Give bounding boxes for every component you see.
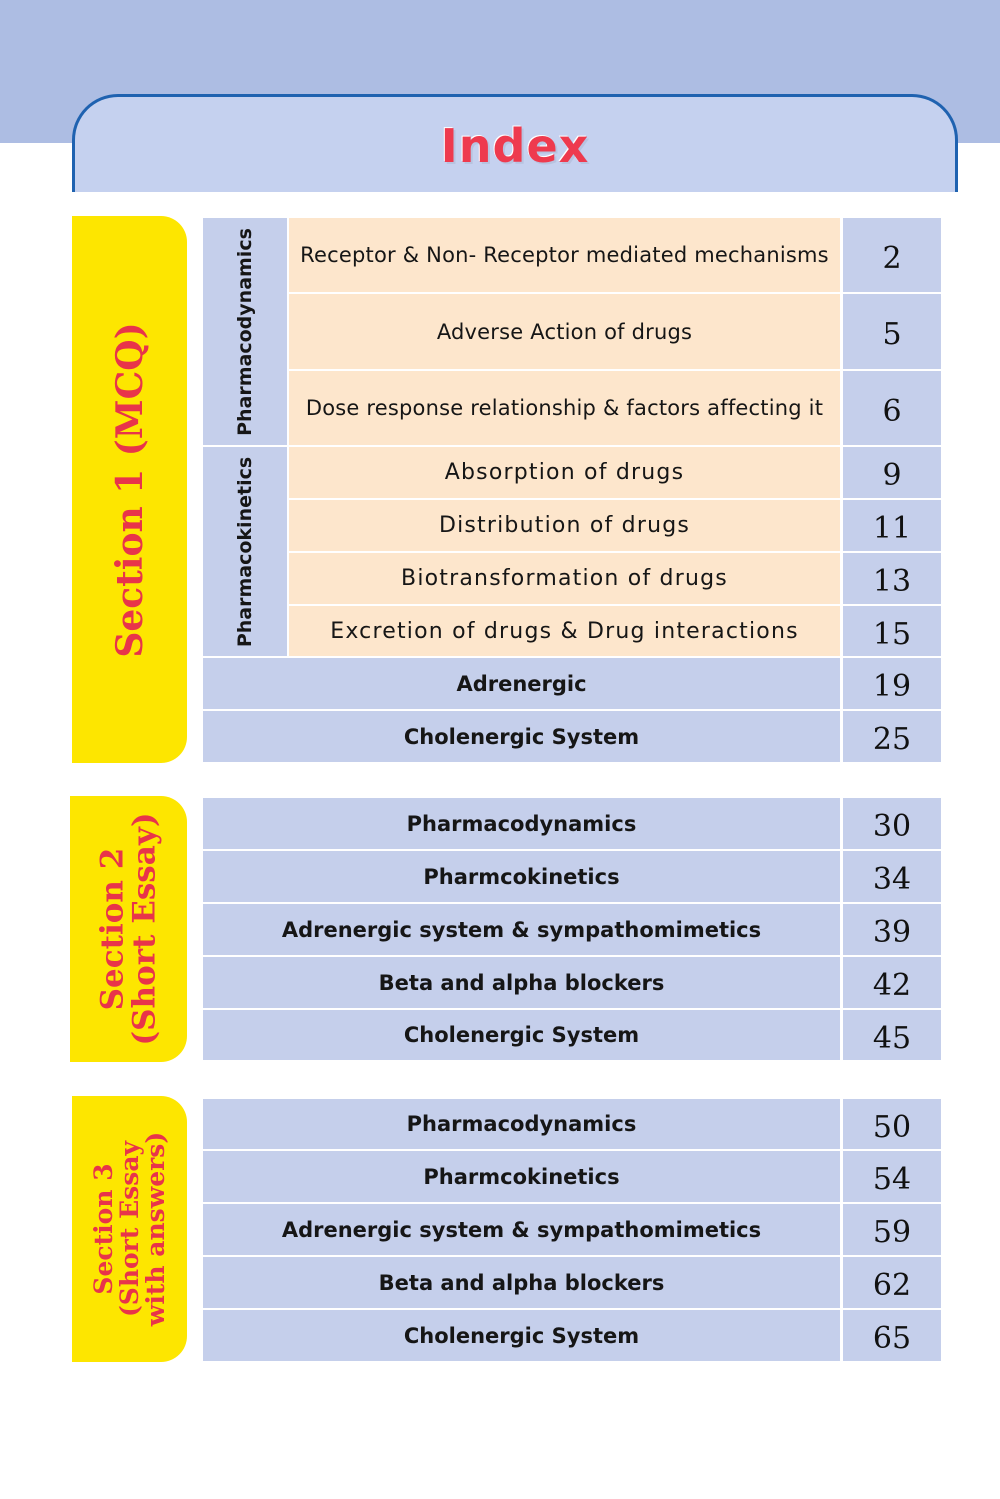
index-row-page[interactable]: 13 [843,553,941,604]
index-row-label[interactable]: Pharmacodynamics [203,798,840,849]
index-row-label[interactable]: Excretion of drugs & Drug interactions [289,606,840,656]
index-row-label[interactable]: Adrenergic [203,658,840,709]
index-row-label[interactable]: Receptor & Non- Receptor mediated mechanisms [289,218,840,292]
index-row-page[interactable]: 15 [843,606,941,656]
index-row-page[interactable]: 50 [843,1099,941,1149]
index-header [72,94,958,192]
index-row-label[interactable]: Pharmacodynamics [203,1099,840,1149]
section-3-tab-line: with answers) [140,1131,170,1327]
index-row-label[interactable]: Beta and alpha blockers [203,957,840,1008]
index-row-page[interactable]: 42 [843,957,941,1008]
section-3-tab-line: (Short Essay [114,1140,144,1318]
group-pharmacodynamics-label: Pharmacodynamics [234,227,256,436]
section-2-tab-line: Section 2 [93,847,130,1011]
page-title: Index [440,119,590,173]
index-row-label[interactable]: Beta and alpha blockers [203,1257,840,1308]
index-row-page[interactable]: 62 [843,1257,941,1308]
group-pharmacodynamics [203,218,287,445]
index-row-label[interactable]: Adverse Action of drugs [289,294,840,369]
index-row-page[interactable]: 39 [843,904,941,955]
section-3-tab [72,1096,187,1362]
index-row-page[interactable]: 25 [843,711,941,762]
index-row-page[interactable]: 34 [843,851,941,902]
index-row-label[interactable]: Dose response relationship & factors affecting it [289,371,840,445]
group-pharmacokinetics [203,447,287,656]
index-row-label[interactable]: Cholenergic System [203,1010,840,1060]
index-row-label[interactable]: Adrenergic system & sympathomimetics [203,904,840,955]
index-row-label[interactable]: Pharmcokinetics [203,1151,840,1202]
section-1-tab-line: Section 1 (MCQ) [108,321,151,658]
index-row-label[interactable]: Cholenergic System [203,711,840,762]
index-row-page[interactable]: 11 [843,500,941,551]
index-row-page[interactable]: 59 [843,1204,941,1255]
index-row-page[interactable]: 45 [843,1010,941,1060]
index-row-label[interactable]: Distribution of drugs [289,500,840,551]
index-row-page[interactable]: 19 [843,658,941,709]
index-row-page[interactable]: 5 [843,294,941,369]
index-row-page[interactable]: 30 [843,798,941,849]
index-row-label[interactable]: Absorption of drugs [289,447,840,498]
index-row-label[interactable]: Cholenergic System [203,1310,840,1361]
index-row-page[interactable]: 6 [843,371,941,445]
index-row-page[interactable]: 65 [843,1310,941,1361]
index-row-page[interactable]: 9 [843,447,941,498]
section-2-tab-line: (Short Essay) [125,812,162,1046]
section-1-tab [72,216,187,763]
index-row-label[interactable]: Adrenergic system & sympathomimetics [203,1204,840,1255]
index-row-label[interactable]: Pharmcokinetics [203,851,840,902]
index-row-label[interactable]: Biotransformation of drugs [289,553,840,604]
section-3-tab-line: Section 3 [88,1163,118,1295]
index-row-page[interactable]: 2 [843,218,941,292]
index-row-page[interactable]: 54 [843,1151,941,1202]
group-pharmacokinetics-label: Pharmacokinetics [234,456,256,647]
section-2-tab [70,796,187,1062]
